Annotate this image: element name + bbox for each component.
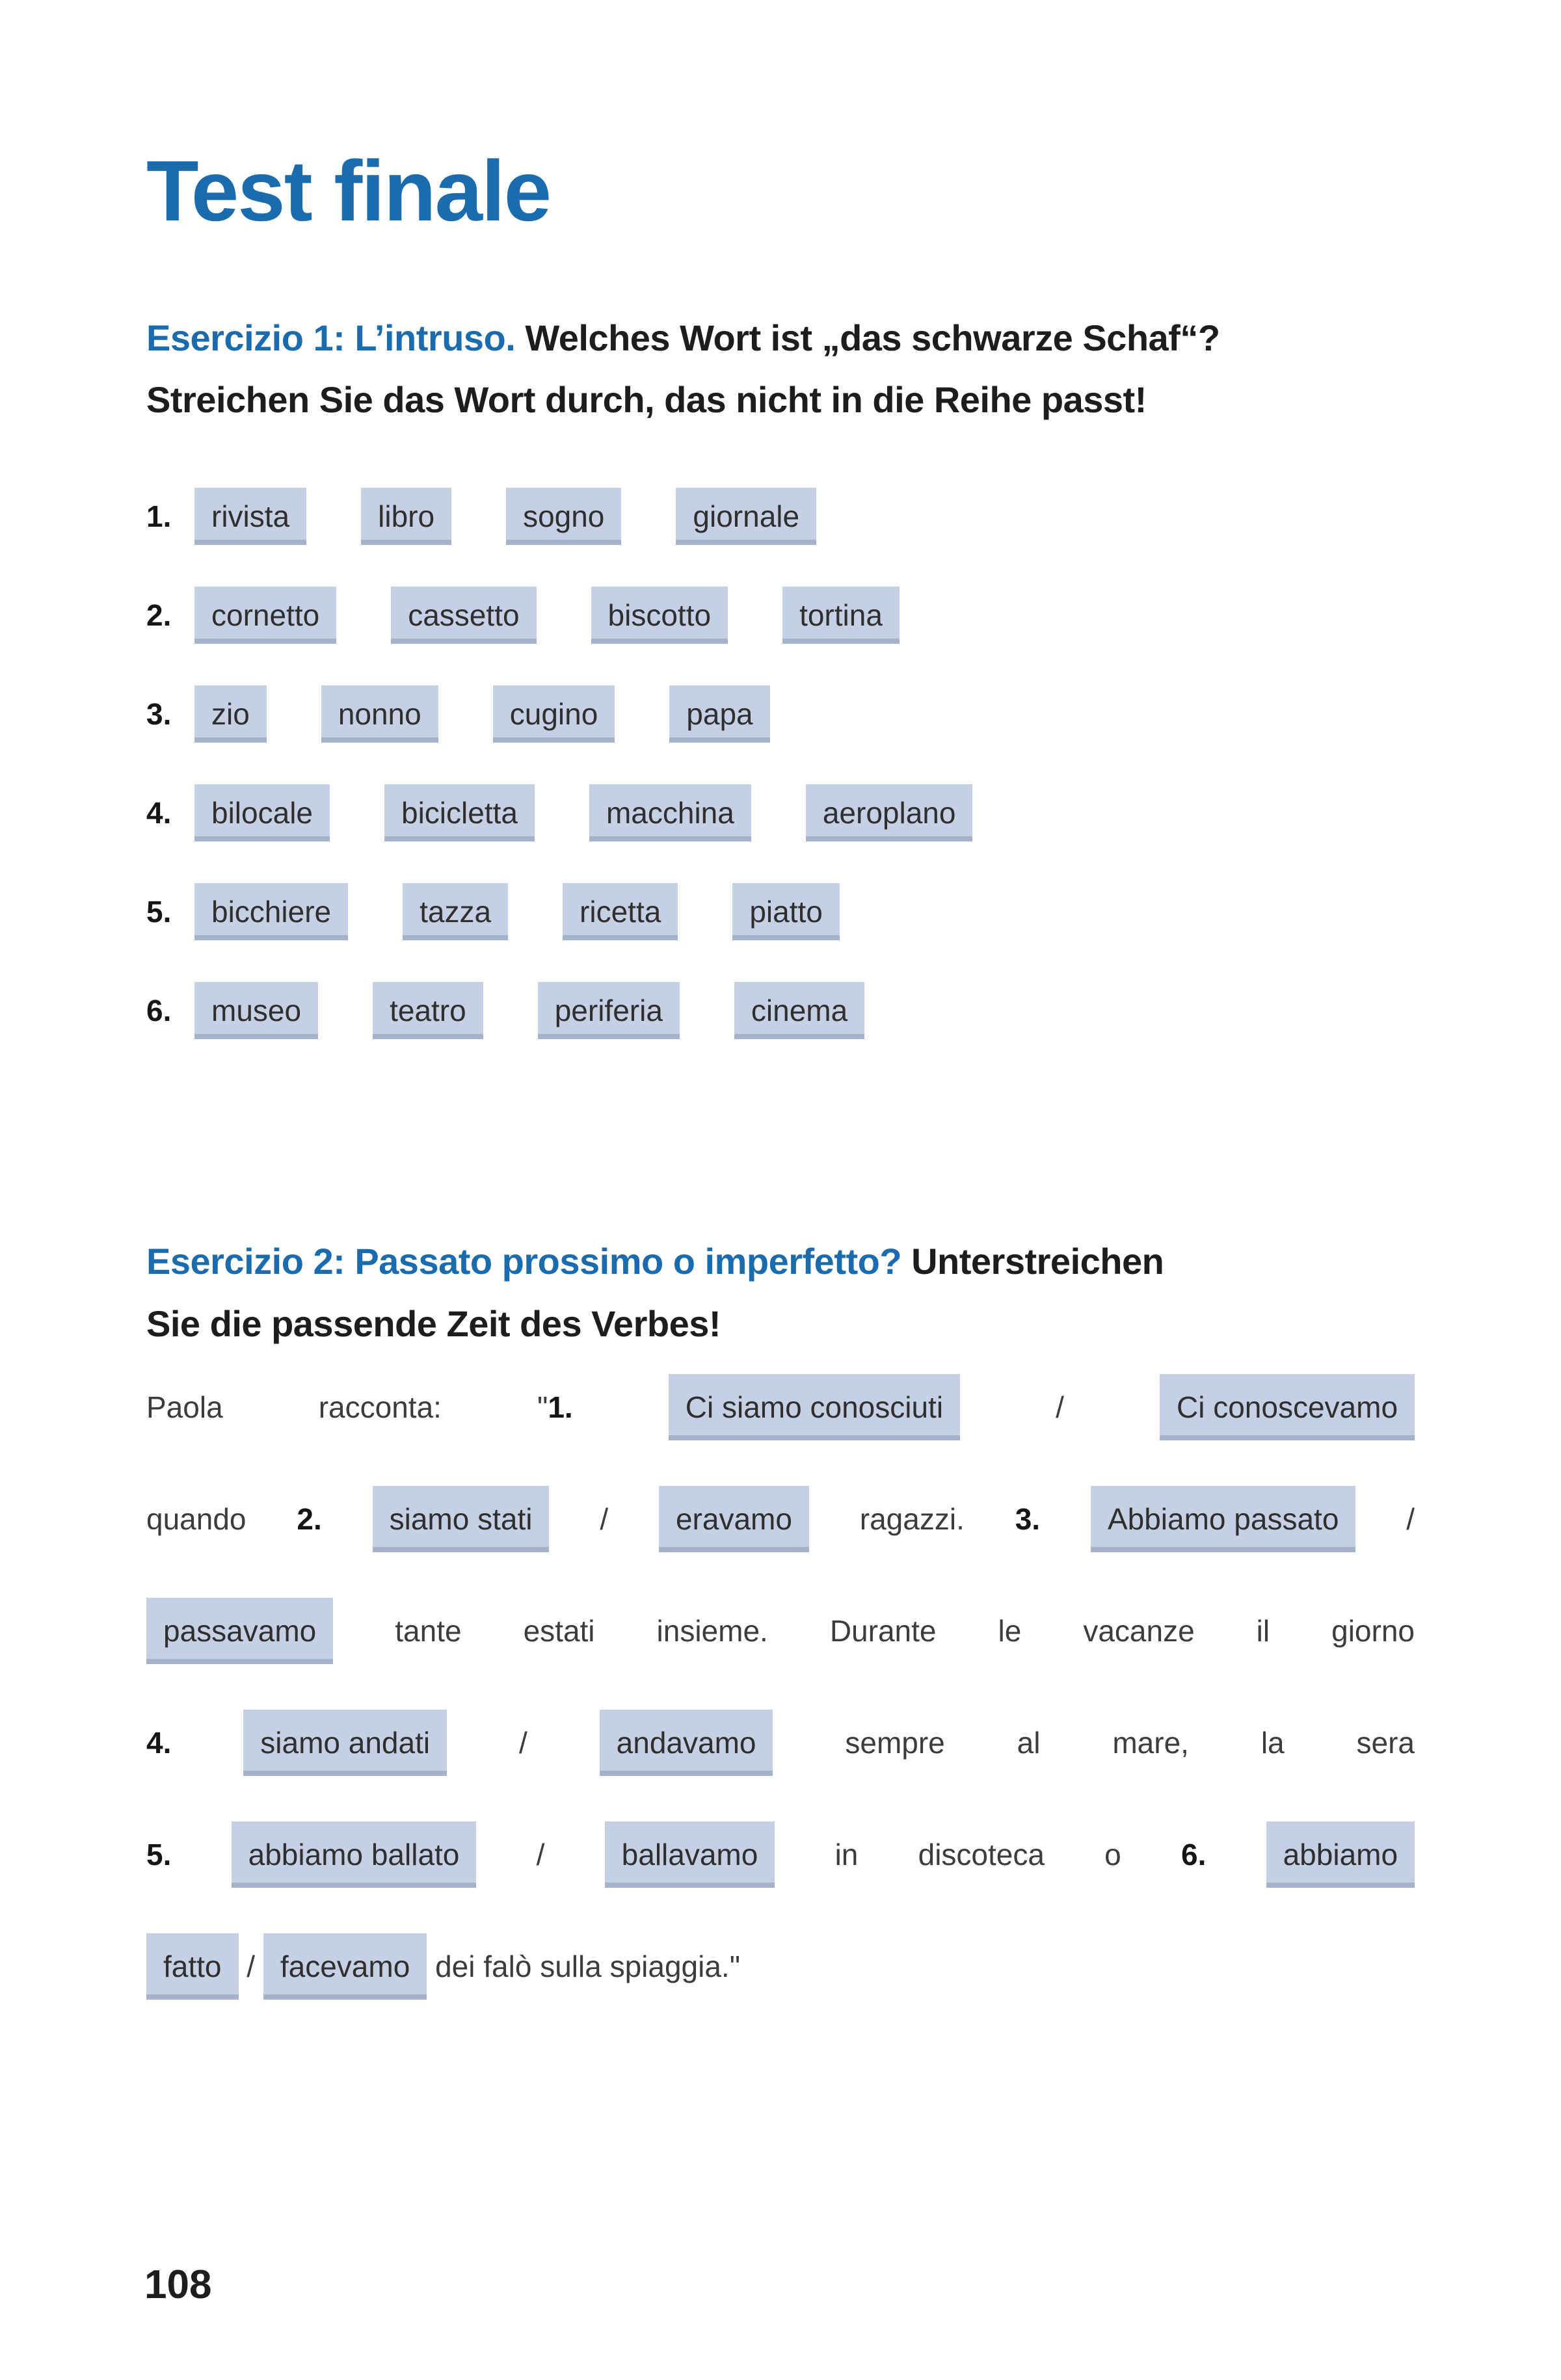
word-chip: bicchiere <box>194 883 348 940</box>
paragraph-line-1 <box>146 1374 1415 1440</box>
paragraph-line-3 <box>146 1598 1415 1664</box>
exercise2-paragraph <box>146 1374 1415 2000</box>
paragraph-text: ragazzi. <box>859 1501 965 1536</box>
highlighted-option: facevamo <box>263 1933 427 2000</box>
row-number: 4. <box>146 796 172 830</box>
exercise2-heading-italian: Esercizio 2: Passato prossimo o imperfetto? <box>146 1241 902 1282</box>
word-chip: bilocale <box>194 784 330 841</box>
page-content <box>146 0 1415 2000</box>
exercise1-row-1 <box>146 488 1415 545</box>
exercise2-heading-german-line1: Unterstreichen <box>911 1241 1164 1282</box>
word-chip: teatro <box>373 982 483 1039</box>
word-chip: piatto <box>732 883 840 940</box>
inline-number: 3. <box>1015 1501 1041 1536</box>
word-chip: cinema <box>734 982 864 1039</box>
highlighted-option: Abbiamo passato <box>1091 1486 1355 1552</box>
word-chip: papa <box>669 685 769 743</box>
word-chip: sogno <box>506 488 621 545</box>
paragraph-text: sempre al mare, la sera <box>845 1725 1415 1760</box>
highlighted-option: Ci siamo conosciuti <box>669 1374 960 1440</box>
word-chip: periferia <box>538 982 680 1039</box>
highlighted-option: abbiamo <box>1266 1821 1415 1888</box>
word-chip: cassetto <box>391 587 536 644</box>
word-chip: zio <box>194 685 267 743</box>
slash-separator: / <box>1056 1390 1064 1424</box>
exercise1-heading-german-line1: Welches Wort ist „das schwarze Schaf“? <box>525 317 1220 358</box>
highlighted-option: ballavamo <box>605 1821 775 1888</box>
paragraph-line-2 <box>146 1486 1415 1552</box>
exercise2-heading-german-line2: Sie die passende Zeit des Verbes! <box>146 1302 721 1344</box>
row-number: 3. <box>146 697 172 732</box>
paragraph-text: in discoteca o <box>834 1837 1121 1871</box>
word-chip: cugino <box>493 685 615 743</box>
highlighted-option: abbiamo ballato <box>232 1821 477 1888</box>
highlighted-option: siamo andati <box>243 1710 447 1776</box>
paragraph-line-4 <box>146 1710 1415 1776</box>
exercise1-heading-german-line2: Streichen Sie das Wort durch, das nicht in die Reihe passt! <box>146 379 1147 421</box>
page-number: 108 <box>144 2262 212 2307</box>
slash-separator: / <box>1406 1501 1415 1536</box>
row-number: 5. <box>146 895 172 929</box>
highlighted-option: siamo stati <box>373 1486 550 1552</box>
word-chip: giornale <box>676 488 816 545</box>
inline-number: 6. <box>1181 1837 1207 1871</box>
highlighted-option: fatto <box>146 1933 239 2000</box>
highlighted-option: Ci conoscevamo <box>1160 1374 1415 1440</box>
word-chip: rivista <box>194 488 306 545</box>
exercise1-row-4 <box>146 784 1415 841</box>
inline-number: 4. <box>146 1725 172 1760</box>
paragraph-line-6 <box>146 1933 1415 2000</box>
page-title: Test finale <box>146 143 551 239</box>
row-number: 6. <box>146 994 172 1028</box>
slash-separator: / <box>518 1725 527 1760</box>
inline-number: 5. <box>146 1837 172 1871</box>
exercise1-word-rows <box>146 488 1415 1039</box>
slash-separator: / <box>600 1501 609 1536</box>
word-chip: museo <box>194 982 318 1039</box>
paragraph-line-5 <box>146 1821 1415 1888</box>
word-chip: cornetto <box>194 587 336 644</box>
word-chip: biscotto <box>591 587 728 644</box>
word-chip: bicicletta <box>384 784 535 841</box>
row-number: 1. <box>146 499 172 534</box>
slash-separator: / <box>247 1949 256 1983</box>
inline-number: 1. <box>548 1390 573 1424</box>
highlighted-option: passavamo <box>146 1598 333 1664</box>
inline-number: 2. <box>297 1501 322 1536</box>
highlighted-option: eravamo <box>659 1486 809 1552</box>
row-number: 2. <box>146 598 172 633</box>
word-chip: aeroplano <box>806 784 973 841</box>
word-chip: libro <box>361 488 451 545</box>
exercise1-row-3 <box>146 685 1415 743</box>
word-chip: ricetta <box>563 883 678 940</box>
paragraph-text: dei falò sulla spiaggia." <box>435 1949 741 1983</box>
word-chip: nonno <box>321 685 438 743</box>
slash-separator: / <box>536 1837 545 1871</box>
exercise1-row-2 <box>146 587 1415 644</box>
highlighted-option: andavamo <box>600 1710 773 1776</box>
exercise1-heading-italian: Esercizio 1: L’intruso. <box>146 317 516 358</box>
exercise1-heading <box>146 307 1415 430</box>
paragraph-text: tante estati insieme. Durante le vacanze il giorno <box>395 1613 1415 1648</box>
word-chip: macchina <box>589 784 751 841</box>
word-chip: tortina <box>782 587 900 644</box>
exercise2-heading <box>146 1230 1415 1354</box>
exercise1-row-6 <box>146 982 1415 1039</box>
paragraph-text: Paola racconta: " <box>146 1390 548 1424</box>
exercise1-row-5 <box>146 883 1415 940</box>
paragraph-text: quando <box>146 1501 247 1536</box>
word-chip: tazza <box>403 883 508 940</box>
